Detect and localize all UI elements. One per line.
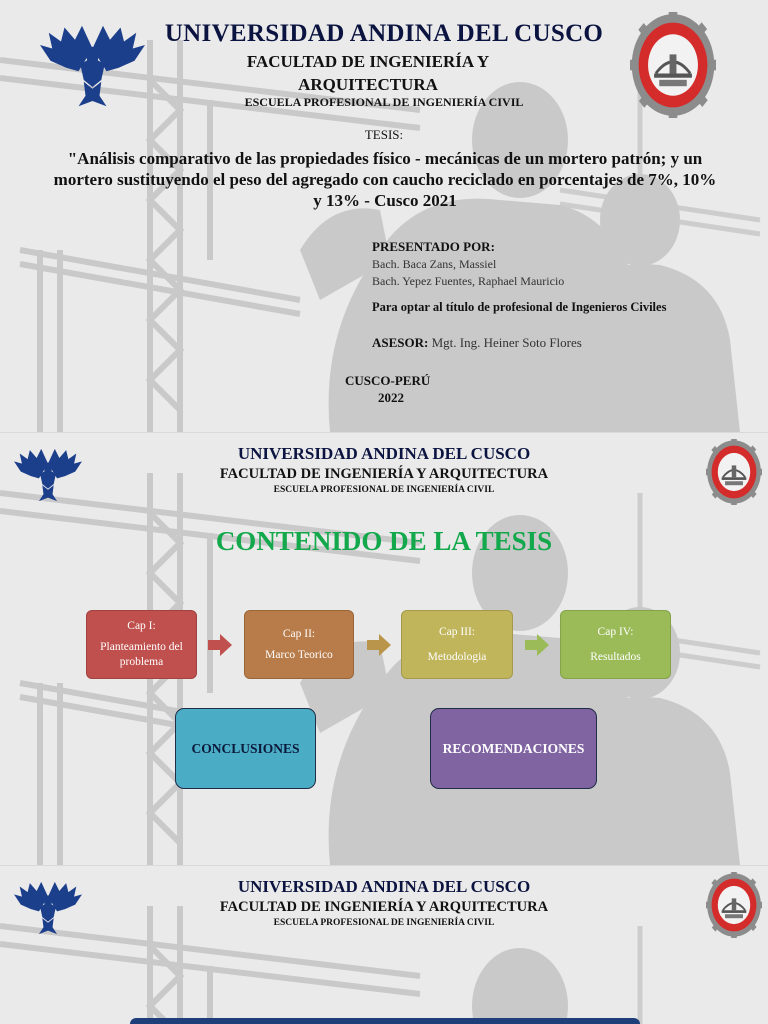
author-name: Bach. Baca Zans, Massiel <box>372 257 497 271</box>
arrow-right-icon <box>208 633 232 657</box>
chapter-4-box <box>560 610 671 679</box>
author-name: Bach. Yepez Fuentes, Raphael Mauricio <box>372 274 565 288</box>
content-box-top-edge <box>130 1018 640 1024</box>
chapter-title: Metodologia <box>427 650 487 663</box>
faculty-name: FACULTAD DE INGENIERÍA Y ARQUITECTURA <box>219 466 549 482</box>
cover-slide <box>0 0 768 432</box>
advisor-line <box>372 335 582 351</box>
degree-text: Para optar al título de profesional de Ingenieros Civiles <box>372 300 667 314</box>
recommendations-box: RECOMENDACIONES <box>430 708 597 789</box>
chapter-title: Planteamiento del problema <box>100 641 183 668</box>
advisor-name: Mgt. Ing. Heiner Soto Flores <box>431 335 582 350</box>
chapter-title: Marco Teorico <box>265 648 333 661</box>
contents-title: CONTENIDO DE LA TESIS <box>215 526 553 556</box>
chapter-number: Cap II: <box>282 627 316 640</box>
chapter-number: Cap I: <box>127 620 156 632</box>
university-name: UNIVERSIDAD ANDINA DEL CUSCO <box>237 877 531 896</box>
arrow-right-icon <box>525 633 549 657</box>
chapter-3-box <box>401 610 513 679</box>
third-slide <box>0 866 768 1024</box>
chapter-1-box <box>86 610 197 679</box>
faculty-name: FACULTAD DE INGENIERÍA Y ARQUITECTURA <box>219 899 549 915</box>
chapter-number: Cap III: <box>438 625 476 638</box>
conclusions-box: CONCLUSIONES <box>175 708 316 789</box>
university-name: UNIVERSIDAD ANDINA DEL CUSCO <box>237 444 531 463</box>
thesis-title: "Análisis comparativo de las propiedades físico - mecánicas de un mortero patrón; y un mortero sustituyendo el peso del agregado con caucho reciclado en porcentajes de 7%, 10% y 13% - Cusco 2021 <box>53 149 717 210</box>
year: 2022 <box>378 390 404 405</box>
contents-slide <box>0 433 768 865</box>
presented-by-label: PRESENTADO POR: <box>372 239 495 254</box>
school-name: ESCUELA PROFESIONAL DE INGENIERÍA CIVIL <box>273 485 495 495</box>
school-name: ESCUELA PROFESIONAL DE INGENIERÍA CIVIL <box>273 918 495 928</box>
arrow-right-icon <box>367 633 391 657</box>
university-name: UNIVERSIDAD ANDINA DEL CUSCO <box>164 20 604 47</box>
thesis-label: TESIS: <box>364 127 404 142</box>
faculty-name: FACULTAD DE INGENIERÍA Y ARQUITECTURA <box>246 52 490 94</box>
chapter-2-box <box>244 610 354 679</box>
chapter-title: Resultados <box>590 650 641 663</box>
chapter-number: Cap IV: <box>597 625 634 638</box>
advisor-label: ASESOR: <box>372 335 429 350</box>
school-name: ESCUELA PROFESIONAL DE INGENIERÍA CIVIL <box>244 95 524 109</box>
place: CUSCO-PERÚ <box>345 373 431 388</box>
